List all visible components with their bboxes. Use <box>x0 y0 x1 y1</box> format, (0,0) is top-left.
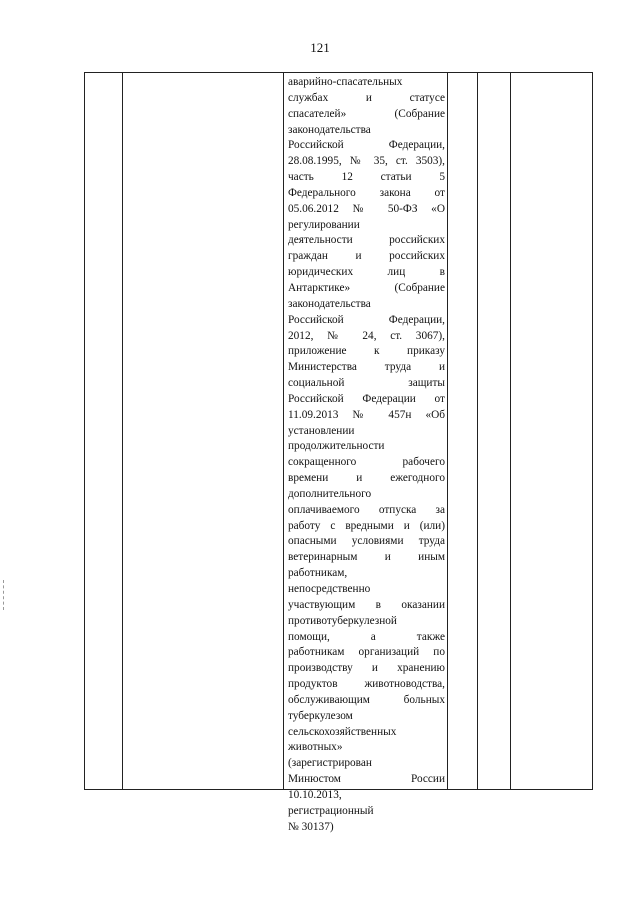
cell-text-line: юридических лиц в <box>288 266 445 279</box>
column-divider-3 <box>447 73 448 789</box>
cell-text-line: Российской Федерации, <box>288 313 445 326</box>
cell-text-line: законодательства <box>288 123 371 136</box>
cell-text-line: работникам, <box>288 567 348 580</box>
cell-text-line: производству и хранению <box>288 662 445 675</box>
cell-text-line: социальной защиты <box>288 377 445 390</box>
cell-text-line: 11.09.2013 № 457н «Об <box>288 408 445 421</box>
cell-text-line: Российской Федерации, <box>288 139 445 152</box>
cell-text-line: обслуживающим больных <box>288 693 445 706</box>
scan-artifact <box>3 580 4 610</box>
cell-text-line: дополнительного <box>288 487 372 500</box>
column-divider-1 <box>122 73 123 789</box>
cell-text-line: 05.06.2012 № 50-ФЗ «О <box>288 202 445 215</box>
cell-text-line: сокращенного рабочего <box>288 456 445 469</box>
cell-text-line: Федерального закона от <box>288 186 445 199</box>
cell-text-line: участвующим в оказании <box>288 598 445 611</box>
document-table <box>84 72 593 833</box>
cell-text-line: 28.08.1995, № 35, ст. 3503), <box>288 155 445 168</box>
column-divider-4 <box>477 73 478 789</box>
cell-text-line: сельскохозяйственных <box>288 725 397 738</box>
cell-text-line: аварийно-спасательных <box>288 76 403 88</box>
cell-text-line: службах и статусе <box>288 91 445 104</box>
legal-basis-cell <box>288 75 445 836</box>
cell-text-line: (зарегистрирован <box>288 757 372 770</box>
cell-text-line: времени и ежегодного <box>288 472 445 485</box>
cell-text-line: приложение к приказу <box>288 345 445 358</box>
page-number: 121 <box>310 40 330 55</box>
column-divider-5 <box>510 73 511 789</box>
cell-text-line: № 30137) <box>288 820 334 833</box>
cell-text-line: граждан и российских <box>288 250 445 263</box>
cell-text-line: работникам организаций по <box>288 646 445 659</box>
column-divider-2 <box>283 73 284 789</box>
cell-text-line: продуктов животноводства, <box>288 678 445 691</box>
cell-text-line: непосредственно <box>288 583 371 595</box>
cell-text-line: Антарктике» (Собрание <box>288 281 445 294</box>
cell-text-line: законодательства <box>288 297 371 310</box>
cell-text-line: часть 12 статьи 5 <box>288 171 445 184</box>
cell-text-line: ветеринарным и иным <box>288 551 445 564</box>
cell-text-line: Министерства труда и <box>288 361 445 374</box>
cell-text-line: противотуберкулезной <box>288 614 397 627</box>
cell-text-line: помощи, а также <box>288 630 445 643</box>
cell-text-line: регистрационный <box>288 804 374 817</box>
cell-text-line: установлении <box>288 424 355 437</box>
cell-text-line: регулировании <box>288 218 360 231</box>
cell-text-line: спасателей» (Собрание <box>288 107 445 120</box>
cell-text-line: опасными условиями труда <box>288 535 445 548</box>
cell-text-line: животных» <box>288 741 343 754</box>
cell-text-line: деятельности российских <box>288 234 445 247</box>
cell-text-line: продолжительности <box>288 440 385 453</box>
cell-text-line: Российской Федерации от <box>288 392 445 405</box>
cell-text-line: 2012, № 24, ст. 3067), <box>288 329 445 342</box>
cell-text-line: Минюстом России <box>288 773 445 786</box>
cell-text-line: работу с вредными и (или) <box>288 519 445 532</box>
cell-text-line: оплачиваемого отпуска за <box>288 503 445 516</box>
cell-text-line: туберкулезом <box>288 709 353 722</box>
cell-text-line: 10.10.2013, <box>288 788 342 801</box>
